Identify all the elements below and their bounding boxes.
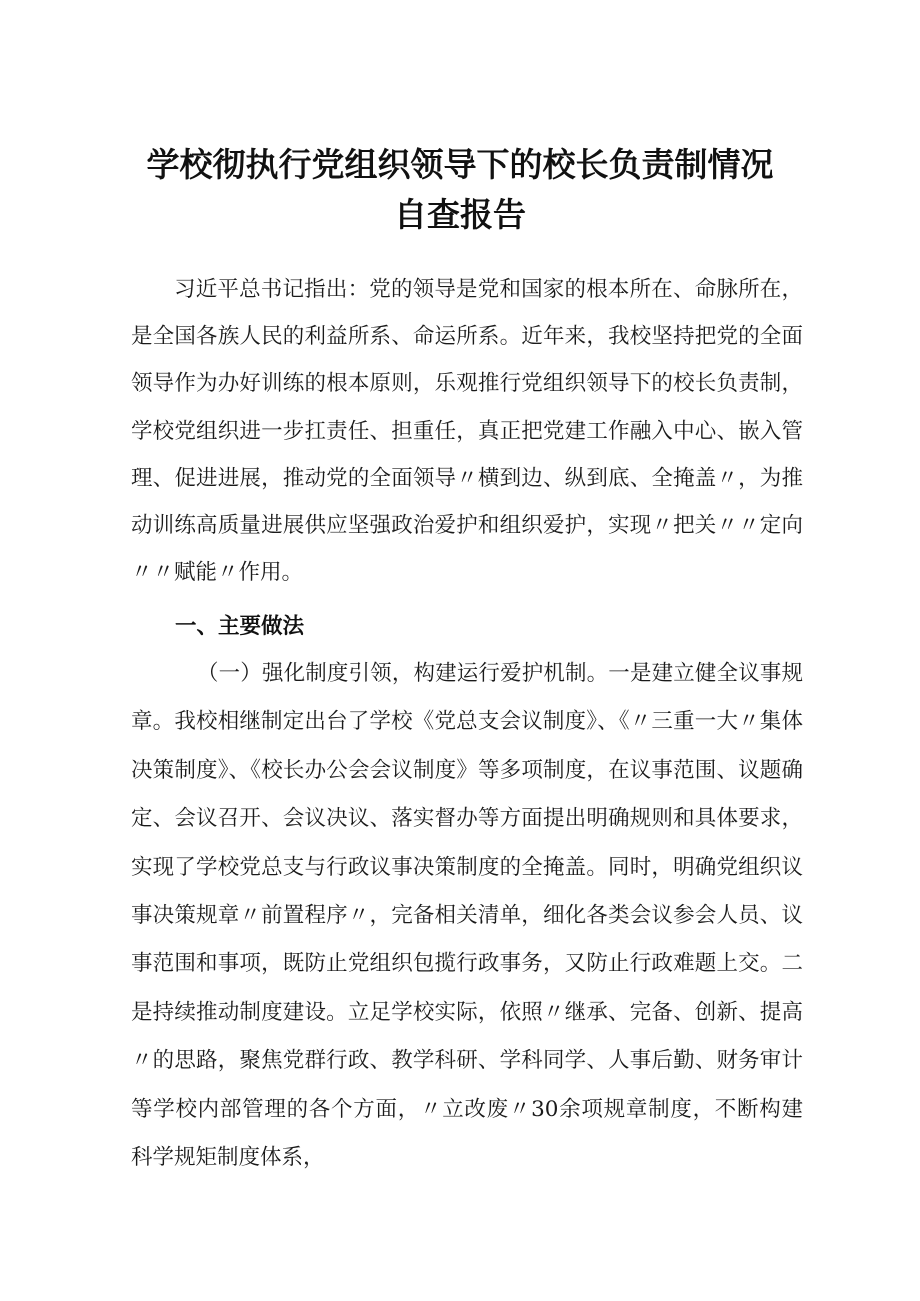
document-title-line-1: 学校彻执行党组织领导下的校长负责制情况	[146, 145, 774, 184]
body-paragraph: （一）强化制度引领，构建运行爱护机制。一是建立健全议事规章。我校相继制定出台了学校《党总支会议制度》、《〃三重一大〃集体决策制度》、《校长办公会会议制度》等多项制度，在议事范围、议题确定、会议召开、会议决议、落实督办等方面提出明确规则和具体要求，实现了学校党总支与行政议事决策制度的全掩盖。同时，明确党组织议事决策规章〃前置程序〃，完备相关清单，细化各类会议参会人员、议事范围和事项，既防止党组织包揽行政事务，又防止行政难题上交。二是持续推动制度建设。立足学校实际，依照〃继承、完备、创新、提高〃的思路，聚焦党群行政、教学科研、学科同学、人事后勤、财务审计等学校内部管理的各个方面，〃立改废〃30余项规章制度，不断构建科学规矩制度体系，	[131, 661, 803, 1171]
document-title-line-2: 自查报告	[394, 195, 526, 234]
intro-paragraph: 习近平总书记指出：党的领导是党和国家的根本所在、命脉所在，是全国各族人民的利益所系、命运所系。近年来，我校坚持把党的全面领导作为办好训练的根本原则，乐观推行党组织领导下的校长负责制，学校党组织进一步扛责任、担重任，真正把党建工作融入中心、嵌入管理、促进进展，推动党的全面领导〃横到边、纵到底、全掩盖〃，为推动训练高质量进展供应坚强政治爱护和组织爱护，实现〃把关〃〃定向〃〃赋能〃作用。	[131, 277, 803, 586]
section-heading: 一、主要做法	[175, 614, 305, 639]
